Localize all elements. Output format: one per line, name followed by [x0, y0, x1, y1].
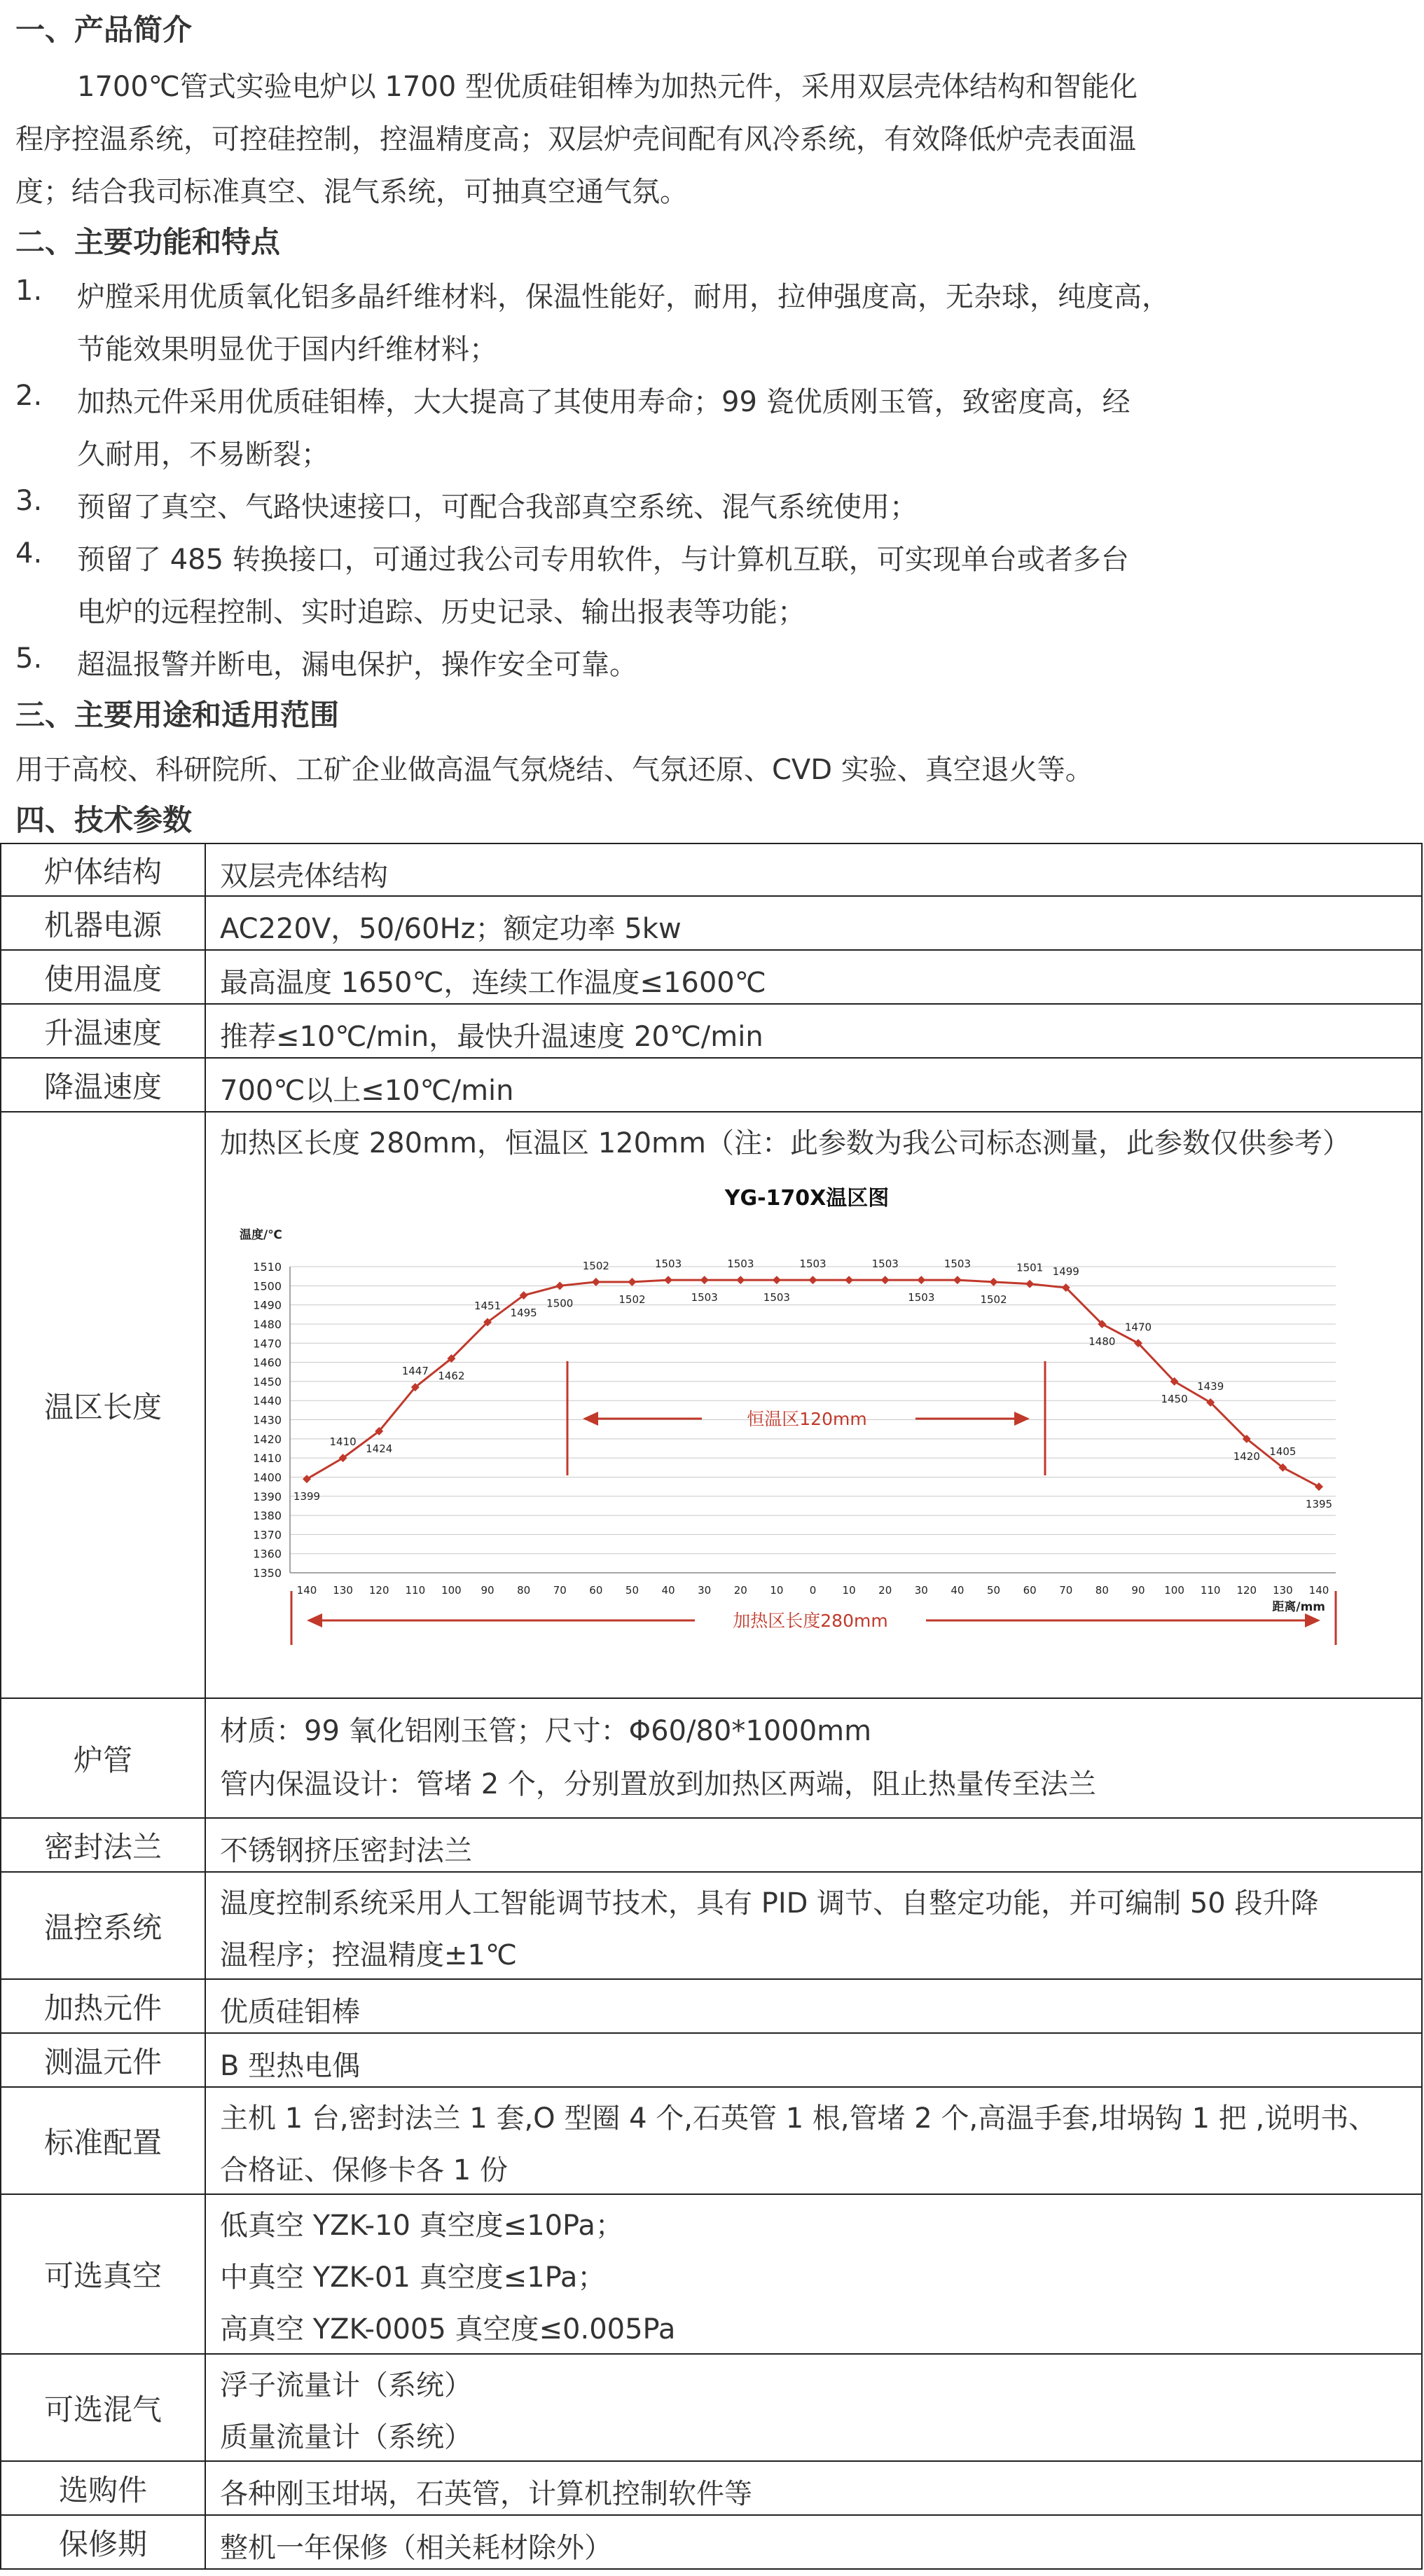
data-point	[303, 1475, 311, 1483]
y-tick-label: 1500	[253, 1279, 282, 1293]
data-label: 1439	[1197, 1379, 1224, 1393]
spec-row-temp-zone	[0, 1113, 1423, 1699]
spec-value: 温度控制系统采用人工智能调节技术，具有 PID 调节、自整定功能，并可编制 50 段升降	[220, 1887, 1319, 1920]
data-label: 1501	[1016, 1261, 1044, 1274]
data-label: 1410	[329, 1435, 357, 1449]
spec-value: 最高温度 1650℃，连续工作温度≤1600℃	[220, 967, 766, 999]
spec-label: 保修期	[1, 2516, 206, 2568]
data-point	[990, 1278, 998, 1286]
section-title-intro: 一、产品简介	[15, 13, 193, 47]
x-tick-label: 120	[1236, 1584, 1257, 1597]
spec-value: 材质：99 氧化铝刚玉管；尺寸：Φ60/80*1000mm	[220, 1715, 872, 1747]
x-tick-label: 40	[951, 1584, 965, 1597]
data-label: 1502	[980, 1293, 1007, 1306]
arrowhead-icon	[583, 1412, 598, 1426]
feature-2-line-2: 久耐用，不易断裂；	[77, 439, 329, 471]
data-label: 1503	[908, 1291, 935, 1304]
y-tick-label: 1470	[253, 1337, 282, 1351]
series-line	[307, 1280, 1319, 1487]
x-tick-label: 120	[368, 1584, 389, 1597]
data-label: 1395	[1305, 1498, 1333, 1511]
spec-row	[0, 843, 1423, 897]
data-label: 1424	[366, 1442, 393, 1455]
data-label: 1447	[401, 1365, 429, 1378]
feature-num-4: 4.	[15, 537, 43, 570]
data-label: 1500	[546, 1297, 574, 1310]
spec-label: 炉体结构	[1, 844, 206, 895]
x-axis-label: 距离/mm	[1272, 1600, 1325, 1614]
x-tick-label: 60	[1023, 1584, 1037, 1597]
feature-3-line-1: 预留了真空、气路快速接口，可配合我部真空系统、混气系统使用；	[77, 491, 918, 523]
arrowhead-icon	[1014, 1412, 1030, 1426]
spec-label: 温区长度	[1, 1113, 206, 1697]
data-point	[555, 1281, 564, 1290]
intro-line-3: 度；结合我司标准真空、混气系统，可抽真空通气氛。	[15, 176, 688, 208]
x-tick-label: 30	[914, 1584, 928, 1597]
chart-title: YG-170X温区图	[724, 1186, 890, 1211]
data-label: 1499	[1052, 1265, 1079, 1279]
x-tick-label: 100	[1164, 1584, 1184, 1597]
data-label: 1503	[691, 1291, 718, 1304]
x-tick-label: 60	[589, 1584, 603, 1597]
data-label: 1503	[763, 1291, 790, 1304]
spec-row	[0, 2195, 1423, 2355]
data-label: 1450	[1161, 1392, 1188, 1405]
usage-line-1: 用于高校、科研院所、工矿企业做高温气氛烧结、气氛还原、CVD 实验、真空退火等。	[15, 754, 1093, 786]
y-axis-label: 温度/℃	[240, 1228, 282, 1242]
x-tick-label: 20	[733, 1584, 747, 1597]
x-tick-label: 70	[553, 1584, 567, 1597]
x-tick-label: 130	[1273, 1584, 1293, 1597]
x-tick-label: 140	[296, 1584, 317, 1597]
feature-num-5: 5.	[15, 642, 43, 675]
y-tick-label: 1490	[253, 1298, 282, 1312]
spec-label: 机器电源	[1, 897, 206, 949]
spec-label: 降温速度	[1, 1059, 206, 1111]
y-tick-label: 1360	[253, 1547, 282, 1561]
spec-value: 不锈钢挤压密封法兰	[220, 1835, 472, 1867]
spec-label: 可选混气	[1, 2355, 206, 2460]
data-label: 1405	[1269, 1445, 1297, 1458]
feature-num-2: 2.	[15, 380, 43, 412]
y-tick-label: 1380	[253, 1509, 282, 1523]
feature-4-line-2: 电炉的远程控制、实时追踪、历史记录、输出报表等功能；	[77, 596, 806, 628]
feature-4-line-1: 预留了 485 转换接口，可通过我公司专用软件，与计算机互联，可实现单台或者多台	[77, 544, 1129, 576]
data-label: 1503	[727, 1258, 754, 1271]
data-point	[953, 1276, 962, 1284]
x-tick-label: 70	[1059, 1584, 1073, 1597]
spec-label: 加热元件	[1, 1980, 206, 2032]
intro-line-1: 1700℃管式实验电炉以 1700 型优质硅钼棒为加热元件，采用双层壳体结构和智能化	[77, 71, 1138, 103]
spec-label: 使用温度	[1, 951, 206, 1003]
x-tick-label: 80	[1095, 1584, 1109, 1597]
spec-value: 加热区长度 280mm，恒温区 120mm（注：此参数为我公司标态测量，此参数仅供参考）	[220, 1127, 1350, 1159]
x-tick-label: 80	[517, 1584, 531, 1597]
spec-value: 中真空 YZK-01 真空度≤1Pa；	[220, 2261, 606, 2294]
spec-value: 双层壳体结构	[220, 860, 388, 893]
section-title-features: 二、主要功能和特点	[15, 225, 281, 259]
spec-value: 温程序；控温精度±1℃	[220, 1939, 517, 1971]
data-point	[1315, 1482, 1323, 1491]
y-tick-label: 1430	[253, 1413, 282, 1427]
section-title-usage: 三、主要用途和适用范围	[15, 698, 340, 732]
spec-row	[0, 2462, 1423, 2516]
spec-value: 合格证、保修卡各 1 份	[220, 2154, 508, 2186]
spec-value: 各种刚玉坩埚，石英管，计算机控制软件等	[220, 2478, 752, 2510]
x-tick-label: 30	[698, 1584, 712, 1597]
y-tick-label: 1460	[253, 1356, 282, 1370]
data-point	[773, 1276, 781, 1284]
spec-value: 主机 1 台,密封法兰 1 套,O 型圈 4 个,石英管 1 根,管堵 2 个,高温手套,坩埚钩 1 把 ,说明书、	[220, 2102, 1377, 2135]
spec-label: 标准配置	[1, 2088, 206, 2193]
spec-value: 700℃以上≤10℃/min	[220, 1075, 514, 1107]
data-point	[592, 1278, 600, 1286]
data-label: 1503	[799, 1258, 827, 1271]
data-label: 1495	[510, 1306, 537, 1319]
y-tick-label: 1390	[253, 1489, 282, 1503]
arrowhead-icon	[1305, 1613, 1320, 1627]
data-point	[736, 1276, 745, 1284]
data-label: 1503	[871, 1258, 899, 1271]
data-label: 1480	[1088, 1335, 1116, 1348]
feature-2-line-1: 加热元件采用优质硅钼棒，大大提高了其使用寿命；99 瓷优质刚玉管，致密度高，经	[77, 386, 1131, 418]
x-tick-label: 50	[986, 1584, 1001, 1597]
feature-num-3: 3.	[15, 485, 43, 517]
spec-row	[0, 2516, 1423, 2570]
y-tick-label: 1510	[253, 1260, 282, 1274]
spec-value: 整机一年保修（相关耗材除外）	[220, 2532, 612, 2564]
data-label: 1470	[1124, 1321, 1152, 1334]
x-tick-label: 140	[1308, 1584, 1329, 1597]
x-tick-label: 40	[661, 1584, 675, 1597]
y-tick-label: 1370	[253, 1528, 282, 1542]
x-tick-label: 0	[809, 1584, 817, 1597]
intro-line-2: 程序控温系统，可控硅控制，控温精度高；双层炉壳间配有风冷系统，有效降低炉壳表面温	[15, 123, 1136, 156]
x-tick-label: 10	[842, 1584, 856, 1597]
y-tick-label: 1410	[253, 1452, 282, 1466]
x-tick-label: 50	[625, 1584, 640, 1597]
x-tick-label: 90	[481, 1584, 495, 1597]
spec-value: 低真空 YZK-10 真空度≤10Pa；	[220, 2210, 623, 2242]
x-tick-label: 110	[405, 1584, 426, 1597]
data-point	[917, 1276, 925, 1284]
y-tick-label: 1480	[253, 1317, 282, 1331]
y-tick-label: 1400	[253, 1470, 282, 1485]
spec-row	[0, 1059, 1423, 1113]
spec-value: 管内保温设计：管堵 2 个，分别置放到加热区两端，阻止热量传至法兰	[220, 1768, 1096, 1800]
data-point	[1025, 1280, 1034, 1288]
spec-value: 优质硅钼棒	[220, 1996, 360, 2028]
section-title-specs: 四、技术参数	[15, 803, 193, 837]
data-label: 1451	[473, 1300, 502, 1313]
spec-value: B 型热电偶	[220, 2050, 361, 2082]
spec-row	[0, 1980, 1423, 2034]
x-tick-label: 110	[1200, 1584, 1221, 1597]
x-tick-label: 130	[333, 1584, 353, 1597]
spec-label: 选购件	[1, 2462, 206, 2514]
spec-label: 测温元件	[1, 2034, 206, 2086]
feature-1-line-2: 节能效果明显优于国内纤维材料；	[77, 333, 497, 366]
y-tick-label: 1450	[253, 1375, 282, 1389]
y-tick-label: 1440	[253, 1394, 282, 1408]
spec-row	[0, 1005, 1423, 1059]
data-point	[845, 1276, 853, 1284]
data-label: 1502	[582, 1259, 609, 1272]
heating-zone-label: 加热区长度280mm	[733, 1611, 888, 1631]
spec-row	[0, 1819, 1423, 1873]
data-label: 1399	[293, 1490, 321, 1503]
spec-row	[0, 951, 1423, 1005]
feature-num-1: 1.	[15, 275, 43, 307]
spec-label: 温控系统	[1, 1873, 206, 1978]
temperature-zone-chart	[212, 1169, 1402, 1645]
spec-row	[0, 2355, 1423, 2462]
data-point	[700, 1276, 709, 1284]
spec-label: 炉管	[1, 1699, 206, 1817]
spec-row	[0, 897, 1423, 951]
y-tick-label: 1420	[253, 1432, 282, 1446]
spec-value: 推荐≤10℃/min，最快升温速度 20℃/min	[220, 1021, 763, 1053]
data-point	[881, 1276, 890, 1284]
spec-value: 高真空 YZK-0005 真空度≤0.005Pa	[220, 2313, 676, 2346]
spec-row	[0, 1699, 1423, 1819]
data-label: 1462	[438, 1370, 465, 1383]
feature-1-line-1: 炉膛采用优质氧化铝多晶纤维材料，保温性能好，耐用，拉伸强度高，无杂球，纯度高，	[77, 281, 1170, 313]
data-point	[664, 1276, 672, 1284]
data-point	[809, 1276, 817, 1284]
spec-row	[0, 2088, 1423, 2195]
x-tick-label: 10	[770, 1584, 784, 1597]
x-tick-label: 20	[878, 1584, 892, 1597]
constant-zone-label: 恒温区120mm	[747, 1409, 867, 1429]
data-label: 1503	[654, 1258, 682, 1271]
spec-label: 可选真空	[1, 2195, 206, 2353]
data-label: 1503	[943, 1258, 972, 1271]
spec-value: AC220V，50/60Hz；额定功率 5kw	[220, 913, 682, 945]
spec-label: 升温速度	[1, 1005, 206, 1057]
data-point	[628, 1278, 636, 1286]
spec-row	[0, 1873, 1423, 1980]
x-tick-label: 90	[1131, 1584, 1145, 1597]
feature-5-line-1: 超温报警并断电，漏电保护，操作安全可靠。	[77, 649, 637, 681]
arrowhead-icon	[307, 1613, 322, 1627]
spec-value: 质量流量计（系统）	[220, 2421, 472, 2453]
x-tick-label: 100	[441, 1584, 462, 1597]
spec-label: 密封法兰	[1, 1819, 206, 1871]
data-label: 1502	[618, 1293, 646, 1306]
spec-row	[0, 2034, 1423, 2088]
y-tick-label: 1350	[253, 1566, 282, 1580]
spec-value: 浮子流量计（系统）	[220, 2369, 472, 2402]
data-label: 1420	[1233, 1449, 1260, 1463]
